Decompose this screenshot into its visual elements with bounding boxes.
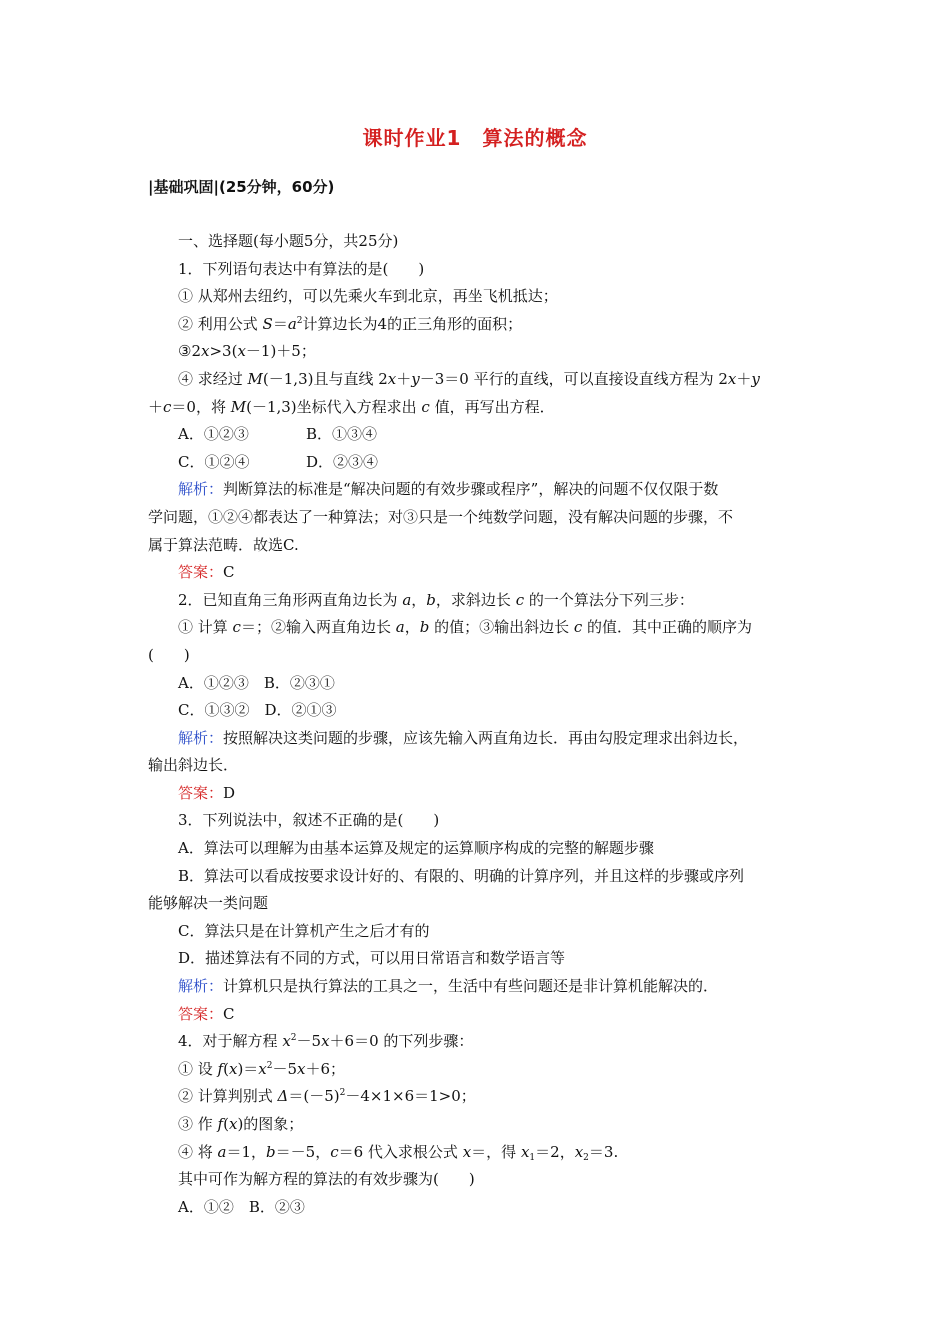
q1-options-row-1 xyxy=(148,421,813,449)
q2-stem: 2．已知直角三角形两直角边长为 a，b，求斜边长 c 的一个算法分下列三步： xyxy=(178,590,694,609)
explanation-label: 解析： xyxy=(178,728,224,747)
q4-step-4: ④ 将 a＝1，b＝－5，c＝6 代入求根公式 x＝，得 $x_1=2$，$x_2=3$. xyxy=(178,1142,619,1163)
explanation-label: 解析： xyxy=(178,977,224,996)
part-heading: 一、选择题(每小题5分，共25分) xyxy=(178,232,399,250)
explanation-label: 解析： xyxy=(178,480,224,499)
q3-option-c: C．算法只是在计算机产生之后才有的 xyxy=(178,921,430,940)
q1-explanation-cont: 学问题，①②④都表达了一种算法；对③只是一个纯数学问题，没有解决问题的步骤，不 xyxy=(148,507,734,526)
q4-options-row-1 xyxy=(148,1194,813,1222)
q1-options-row-2 xyxy=(148,449,813,477)
answer-label: 答案： xyxy=(178,563,224,582)
answer-label: 答案： xyxy=(178,1004,224,1023)
q4-option-a: A．①② xyxy=(178,1197,234,1216)
section-heading: |基础巩固|(25分钟，60分) xyxy=(148,178,335,196)
q2-steps: ① 计算 c＝；②输入两直角边长 a，b 的值；③输出斜边长 c 的值．其中正确的顺序为 xyxy=(178,618,753,637)
q3-option-a: A．算法可以理解为由基本运算及规定的运算顺序构成的完整的解题步骤 xyxy=(178,839,654,858)
document-body xyxy=(148,228,813,1221)
q2-option-c: C．①③② xyxy=(178,701,250,720)
page-title: 课时作业1 算法的概念 xyxy=(362,126,588,150)
q1-statement-4-cont: ＋c＝0，将 M(－1,3)坐标代入方程求出 c 值，再写出方程． xyxy=(148,397,555,416)
q3-option-d: D．描述算法有不同的方式，可以用日常语言和数学语言等 xyxy=(178,949,566,968)
q2-explanation: 解析：按照解决这类问题的步骤，应该先输入两直角边长．再由勾股定理求出斜边长， xyxy=(178,728,749,747)
q3-stem: 3．下列说法中，叙述不正确的是( ) xyxy=(178,811,440,830)
answer-label: 答案： xyxy=(178,783,224,802)
q2-explanation-cont: 输出斜边长． xyxy=(148,756,239,775)
q1-option-c: C．①②④ xyxy=(178,452,250,471)
q1-stem: 1．下列语句表达中有算法的是( ) xyxy=(178,259,425,278)
q4-step-2: ② 计算判别式 $\Delta=(-5)^2-4\times 1\times 6=1>0$； xyxy=(178,1087,476,1106)
q4-option-b: B．②③ xyxy=(248,1197,305,1216)
q1-statement-3: ③2x>3(x－1)＋5； xyxy=(178,342,316,361)
q4-step-3: ③ 作 f(x)的图象； xyxy=(178,1115,304,1133)
q1-answer: 答案：C xyxy=(178,563,235,582)
q1-statement-4: ④ 求经过 M(－1,3)且与直线 2x＋y－3＝0 平行的直线，可以直接设直线方程为 2x＋y xyxy=(178,369,760,388)
q1-option-b: B．①③④ xyxy=(306,425,378,444)
q1-statement-1: ① 从郑州去纽约，可以先乘火车到北京，再坐飞机抵达； xyxy=(178,287,558,306)
q1-explanation: 解析：判断算法的标准是“解决问题的有效步骤或程序”，解决的问题不仅仅限于数 xyxy=(178,480,719,499)
q3-option-b: B．算法可以看成按要求设计好的、有限的、明确的计算序列，并且这样的步骤或序列 xyxy=(178,866,745,885)
q3-answer: 答案：C xyxy=(178,1004,235,1023)
q3-explanation: 解析：计算机只是执行算法的工具之一，生活中有些问题还是非计算机能解决的． xyxy=(178,977,719,996)
q1-option-d: D．②③④ xyxy=(306,452,379,471)
q1-option-a: A．①②③ xyxy=(178,425,249,444)
q3-option-b-cont: 能够解决一类问题 xyxy=(148,894,269,913)
q2-option-a: A．①②③ xyxy=(178,673,249,692)
q4-question: 其中可作为解方程的算法的有效步骤为( ) xyxy=(178,1170,475,1189)
q2-answer: 答案：D xyxy=(178,783,236,802)
q1-statement-2: ② 利用公式 $S=a^2$计算边长为4的正三角形的面积； xyxy=(178,314,523,333)
q2-option-d: D．②①③ xyxy=(264,701,337,720)
q4-stem: 4．对于解方程 $x^2-5x+6=0$ 的下列步骤： xyxy=(178,1032,474,1051)
q4-step-1: ① 设 $f(x)=x^2-5x+6$； xyxy=(178,1059,346,1078)
q2-options-row-1 xyxy=(148,670,813,698)
q2-paren: ( ) xyxy=(148,645,190,664)
q2-options-row-2 xyxy=(148,697,813,725)
q1-explanation-cont2: 属于算法范畴．故选C. xyxy=(148,535,299,554)
q2-option-b: B．②③① xyxy=(263,673,335,692)
